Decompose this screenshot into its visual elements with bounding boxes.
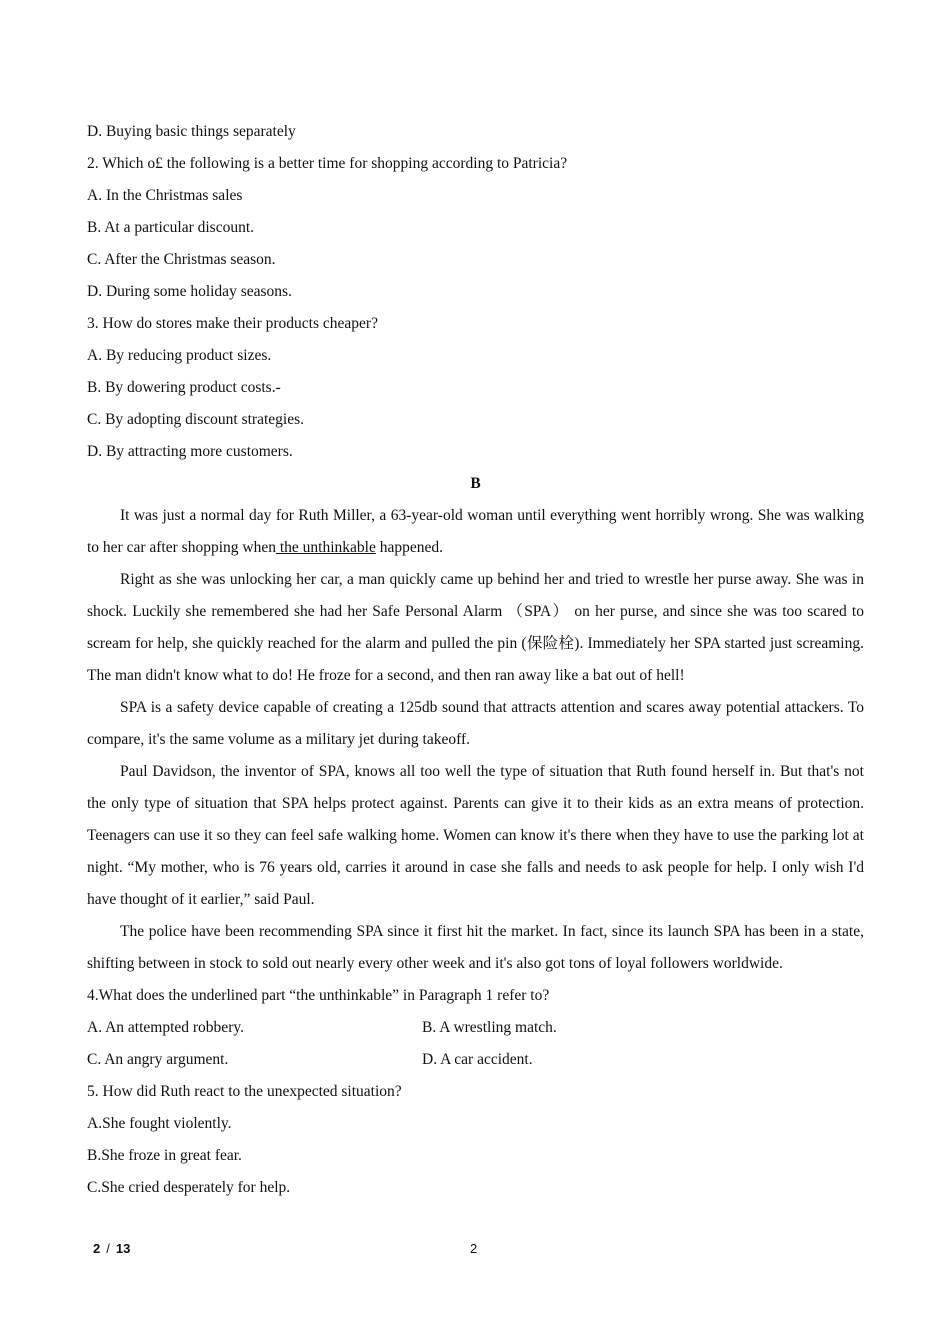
- q4-option-c: C. An angry argument.: [87, 1051, 229, 1068]
- q2-option-c: C. After the Christmas season.: [87, 251, 276, 268]
- q2-stem: 2. Which o£ the following is a better time for shopping according to Patricia?: [87, 155, 568, 172]
- q4-options-row-1: [87, 1012, 864, 1044]
- q1-option-d: D. Buying basic things separately: [87, 123, 296, 140]
- q3-option-d: D. By attracting more customers.: [87, 443, 293, 460]
- q4-option-d: D. A car accident.: [422, 1051, 533, 1068]
- q5-option-b: B.She froze in great fear.: [87, 1147, 242, 1164]
- page-total: 13: [115, 1241, 131, 1256]
- passage-paragraph-5: The police have been recommending SPA since it first hit the market. In fact, since its launch SPA has been in a state, shifting between in stock to sold out nearly every other week and it's also got tons of loyal followers worldwide.: [87, 923, 864, 972]
- page-content: [87, 116, 864, 1204]
- q2-option-d: D. During some holiday seasons.: [87, 283, 292, 300]
- q3-option-c: C. By adopting discount strategies.: [87, 411, 304, 428]
- q4-stem: 4.What does the underlined part “the unthinkable” in Paragraph 1 refer to?: [87, 987, 550, 1004]
- page-indicator: [93, 1241, 130, 1256]
- q3-option-a: A. By reducing product sizes.: [87, 347, 272, 364]
- passage-paragraph-1: [87, 500, 864, 564]
- page-separator: /: [106, 1241, 110, 1256]
- page-current: 2: [93, 1241, 101, 1256]
- section-b-heading: B: [470, 475, 481, 492]
- q2-option-a: A. In the Christmas sales: [87, 187, 243, 204]
- q4-option-a: A. An attempted robbery.: [87, 1019, 244, 1036]
- paragraph-1-text-before: It was just a normal day for Ruth Miller, a 63-year-old woman until everything went horribly wrong. She was walking to her car after shopping when: [87, 507, 864, 556]
- page-number: 2: [470, 1241, 478, 1256]
- passage-paragraph-3: SPA is a safety device capable of creating a 125db sound that attracts attention and scares away potential attackers. To compare, it's the same volume as a military jet during takeoff.: [87, 699, 864, 748]
- q4-option-b: B. A wrestling match.: [422, 1019, 557, 1036]
- q2-option-b: B. At a particular discount.: [87, 219, 255, 236]
- q5-option-a: A.She fought violently.: [87, 1115, 232, 1132]
- q3-option-b: B. By dowering product costs.-: [87, 379, 281, 396]
- paragraph-1-text-after: happened.: [375, 539, 443, 556]
- passage-paragraph-2: Right as she was unlocking her car, a man quickly came up behind her and tried to wrestle her purse away. She was in shock. Luckily she remembered she had her Safe Personal Alarm （SPA） on her purse, and since she was too scared to scream for help, she quickly reached for the alarm and pulled the pin (保险栓). Immediately her SPA started just screaming. The man didn't know what to do! He froze for a second, and then ran away like a bat out of hell!: [87, 571, 864, 684]
- underlined-phrase: the unthinkable: [275, 539, 376, 556]
- q5-stem: 5. How did Ruth react to the unexpected situation?: [87, 1083, 402, 1100]
- q3-stem: 3. How do stores make their products cheaper?: [87, 315, 378, 332]
- q4-options-row-2: [87, 1044, 864, 1076]
- passage-paragraph-4: Paul Davidson, the inventor of SPA, knows all too well the type of situation that Ruth found herself in. But that's not the only type of situation that SPA helps protect against. Parents can give it to their kids as an extra means of protection. Teenagers can use it so they can feel safe walking home. Women can know it's there when they have to use the parking lot at night. “My mother, who is 76 years old, carries it around in case she falls and needs to ask people for help. I only wish I'd have thought of it earlier,” said Paul.: [87, 763, 864, 908]
- q5-option-c: C.She cried desperately for help.: [87, 1179, 291, 1196]
